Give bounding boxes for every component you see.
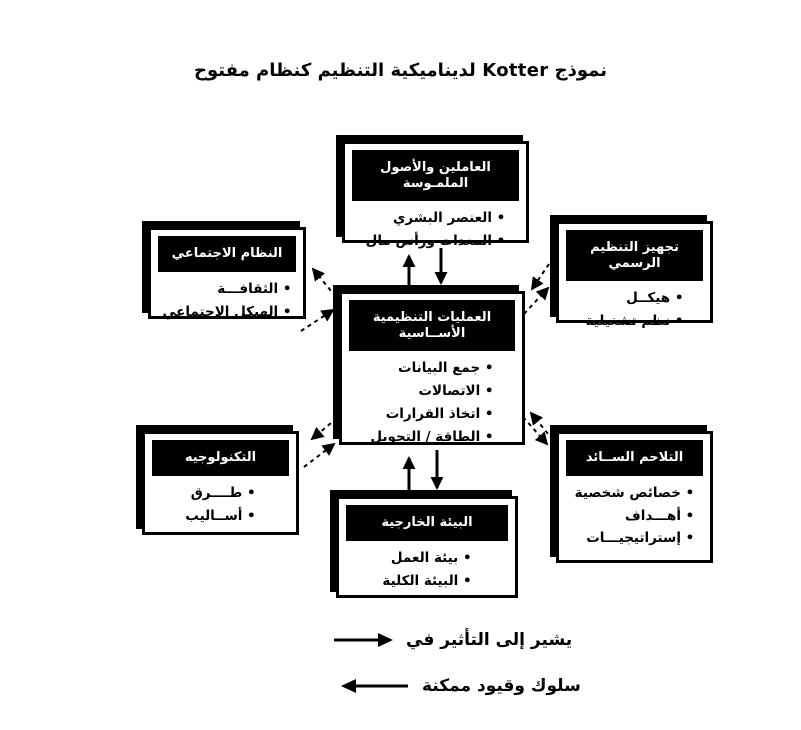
page-title: نموذج Kotter لديناميكية التنظيم كنظام مفتوح [194,60,607,81]
box-employees-assets-header: العاملين والأصول الملمـوسة [352,150,519,201]
list-item: • أهـــداف [575,505,695,528]
box-core-processes-header: العمليات التنظيمية الأســاسية [349,300,515,351]
box-formal-arrangements-header: تجهيز التنظيم الرسمي [566,230,703,281]
list-item: • الثقافـــة [163,278,292,301]
arrow-core-to-technology [312,418,337,439]
list-item: • نظم تشغيلية [586,310,684,333]
list-item: • البيئة الكلية [382,570,471,593]
box-social-system-header: النظام الاجتماعي [158,236,296,272]
box-employees-assets [342,141,529,250]
list-item: • الاتصالات [370,380,493,403]
arrow-coalition-to-core [531,413,553,440]
list-item: • إستراتيجيـــات [575,527,695,550]
list-item: • خصائص شخصية [575,482,695,505]
arrow-technology-to-core [304,444,334,467]
list-item: • أســاليب [185,505,255,528]
list-item: • بيئة العمل [382,547,471,570]
legend-constraints [340,676,581,696]
box-external-environment [336,496,518,598]
box-technology-items [185,482,255,528]
arrow-core-to-social [313,269,341,303]
box-formal-arrangements [556,221,713,330]
legend-influence [332,630,572,650]
box-external-environment-header: البيئة الخارجية [346,505,508,541]
legend-constraints-label: سلوك وقيود ممكنة [422,676,581,696]
list-item: • الهيكل الاجتماعي [163,301,292,324]
box-technology-header: التكنولوجيه [152,440,289,476]
legend-influence-label: يشير إلى التأثير في [406,630,573,650]
box-formal-arrangements-items [586,287,684,333]
left-arrow-icon [340,677,410,695]
arrow-core-to-coalition [523,417,547,444]
list-item: • العنصر البشري [366,207,506,230]
arrow-formal-to-core [532,264,549,289]
box-dominant-coalition [556,431,713,563]
box-employees-assets-items [366,207,506,253]
arrow-core-to-formal [524,288,548,314]
box-technology [142,431,299,535]
list-item: • طــــرق [185,482,255,505]
list-item: • جمع البيانات [370,357,493,380]
box-core-processes-items [370,357,493,449]
box-social-system-items [163,278,292,324]
right-arrow-icon [332,631,394,649]
list-item: • المعدات ورأس مال [366,230,506,253]
box-dominant-coalition-items [575,482,695,551]
list-item: • اتخاذ القرارات [370,403,493,426]
list-item: • الطاقة / التحويل [370,426,493,449]
list-item: • هيكــل [586,287,684,310]
box-core-processes [339,291,525,445]
box-social-system [148,227,306,319]
box-external-environment-items [382,547,471,593]
box-dominant-coalition-header: التلاحم الســائد [566,440,703,476]
